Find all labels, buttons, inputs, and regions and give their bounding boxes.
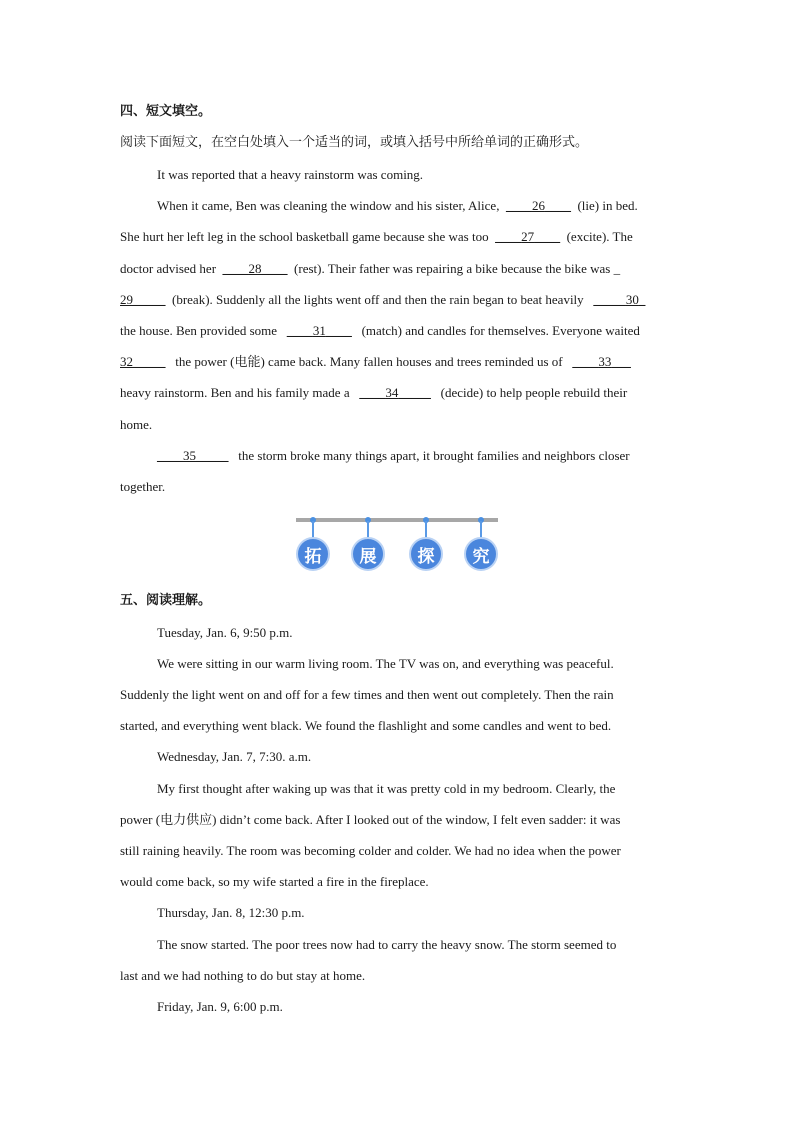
node-stem bbox=[312, 521, 314, 538]
passage-line: would come back, so my wife started a fire in the fireplace. bbox=[120, 874, 429, 889]
passage-line bbox=[120, 228, 633, 246]
banner-node bbox=[351, 512, 385, 578]
blank-number: 30 bbox=[625, 292, 639, 307]
blank-27: ____27____ bbox=[495, 229, 561, 244]
blank-number: 27 bbox=[521, 229, 535, 244]
passage-line bbox=[120, 260, 620, 278]
passage-line bbox=[120, 384, 627, 402]
text-segment: doctor advised her bbox=[120, 261, 217, 276]
passage-line bbox=[157, 197, 638, 215]
blank-31: ____31____ bbox=[286, 323, 352, 338]
blank-33: ____33___ bbox=[572, 354, 631, 369]
text-segment: (decide) to help people rebuild their bbox=[440, 385, 628, 400]
banner-node bbox=[409, 512, 443, 578]
banner-char-zhan: 展 bbox=[351, 537, 385, 571]
banner-char-tuo: 拓 bbox=[296, 537, 330, 571]
diary-date: Tuesday, Jan. 6, 9:50 p.m. bbox=[157, 625, 293, 640]
blank-number: 32 bbox=[120, 354, 133, 369]
passage-line: started, and everything went black. We found the flashlight and some candles and went to bed. bbox=[120, 718, 612, 733]
blank-29: 29_____ bbox=[120, 292, 166, 307]
banner-node bbox=[464, 512, 498, 578]
blank-32: 32_____ bbox=[120, 354, 166, 369]
passage-line bbox=[120, 811, 620, 830]
text-segment: (excite). The bbox=[566, 229, 633, 244]
blank-34: ____34_____ bbox=[359, 385, 431, 400]
text-segment: heavy rainstorm. Ben and his family made a bbox=[120, 385, 350, 400]
blank-28: ____28____ bbox=[222, 261, 288, 276]
blank-number: 31 bbox=[312, 323, 326, 338]
passage-line bbox=[120, 291, 645, 309]
passage-line: The snow started. The poor trees now had to carry the heavy snow. The storm seemed to bbox=[157, 937, 617, 952]
text-segment: She hurt her left leg in the school basketball game because she was too bbox=[120, 229, 489, 244]
text-segment: (break). Suddenly all the lights went off and then the rain began to beat heavily bbox=[172, 292, 584, 307]
passage-line: It was reported that a heavy rainstorm was coming. bbox=[157, 167, 424, 182]
text-segment: When it came, Ben was cleaning the window and his sister, Alice, bbox=[157, 198, 500, 213]
node-stem bbox=[425, 521, 427, 538]
text-segment: 电力供应 bbox=[160, 813, 213, 828]
text-segment: the house. Ben provided some bbox=[120, 323, 278, 338]
blank-number: 35 bbox=[183, 448, 196, 463]
extension-banner bbox=[296, 512, 498, 578]
blank-30: _____30_ bbox=[593, 292, 646, 307]
text-segment: (rest). Their father was repairing a bike because the bike was _ bbox=[294, 261, 621, 276]
blank-number: 28 bbox=[248, 261, 262, 276]
blank-number: 34 bbox=[385, 385, 399, 400]
banner-char-tan: 探 bbox=[409, 537, 443, 571]
text-segment: 电能 bbox=[234, 355, 261, 370]
passage-line: Suddenly the light went on and off for a few times and then went out completely. Then the rain bbox=[120, 687, 614, 702]
diary-date: Friday, Jan. 9, 6:00 p.m. bbox=[157, 999, 283, 1014]
section-instruction: 阅读下面短文，在空白处填入一个适当的词，或填入括号中所给单词的正确形式。 bbox=[120, 135, 589, 150]
passage-line bbox=[120, 322, 640, 340]
passage-line: still raining heavily. The room was becoming colder and colder. We had no idea when the power bbox=[120, 843, 621, 858]
text-segment: the power ( bbox=[175, 354, 235, 369]
passage-line: My first thought after waking up was that it was pretty cold in my bedroom. Clearly, the bbox=[157, 781, 616, 796]
blank-number: 33 bbox=[598, 354, 612, 369]
banner-char-jiu: 究 bbox=[464, 537, 498, 571]
diary-date: Wednesday, Jan. 7, 7:30. a.m. bbox=[157, 749, 312, 764]
passage-line bbox=[120, 353, 631, 372]
text-segment: (match) and candles for themselves. Everyone waited bbox=[361, 323, 640, 338]
blank-26: ____26____ bbox=[505, 198, 571, 213]
text-segment: ) came back. Many fallen houses and trees reminded us of bbox=[260, 354, 563, 369]
section-heading-5: 五、阅读理解。 bbox=[120, 593, 212, 608]
diary-date: Thursday, Jan. 8, 12:30 p.m. bbox=[157, 905, 305, 920]
text-segment: ) didn’t come back. After I looked out of the window, I felt even sadder: it was bbox=[212, 812, 621, 827]
passage-line: We were sitting in our warm living room. The TV was on, and everything was peaceful. bbox=[157, 656, 614, 671]
text-segment: the storm broke many things apart, it brought families and neighbors closer bbox=[238, 448, 630, 463]
blank-number: 26 bbox=[531, 198, 545, 213]
node-stem bbox=[480, 521, 482, 538]
section-heading-4: 四、短文填空。 bbox=[120, 104, 212, 119]
node-stem bbox=[367, 521, 369, 538]
text-segment: (lie) in bed. bbox=[577, 198, 638, 213]
text-segment: power ( bbox=[120, 812, 161, 827]
blank-35: ____35_____ bbox=[157, 448, 229, 463]
banner-node bbox=[296, 512, 330, 578]
passage-line: together. bbox=[120, 479, 166, 494]
passage-line: last and we had nothing to do but stay at home. bbox=[120, 968, 366, 983]
passage-line bbox=[157, 447, 630, 465]
blank-number: 29 bbox=[120, 292, 133, 307]
passage-line: home. bbox=[120, 417, 153, 432]
